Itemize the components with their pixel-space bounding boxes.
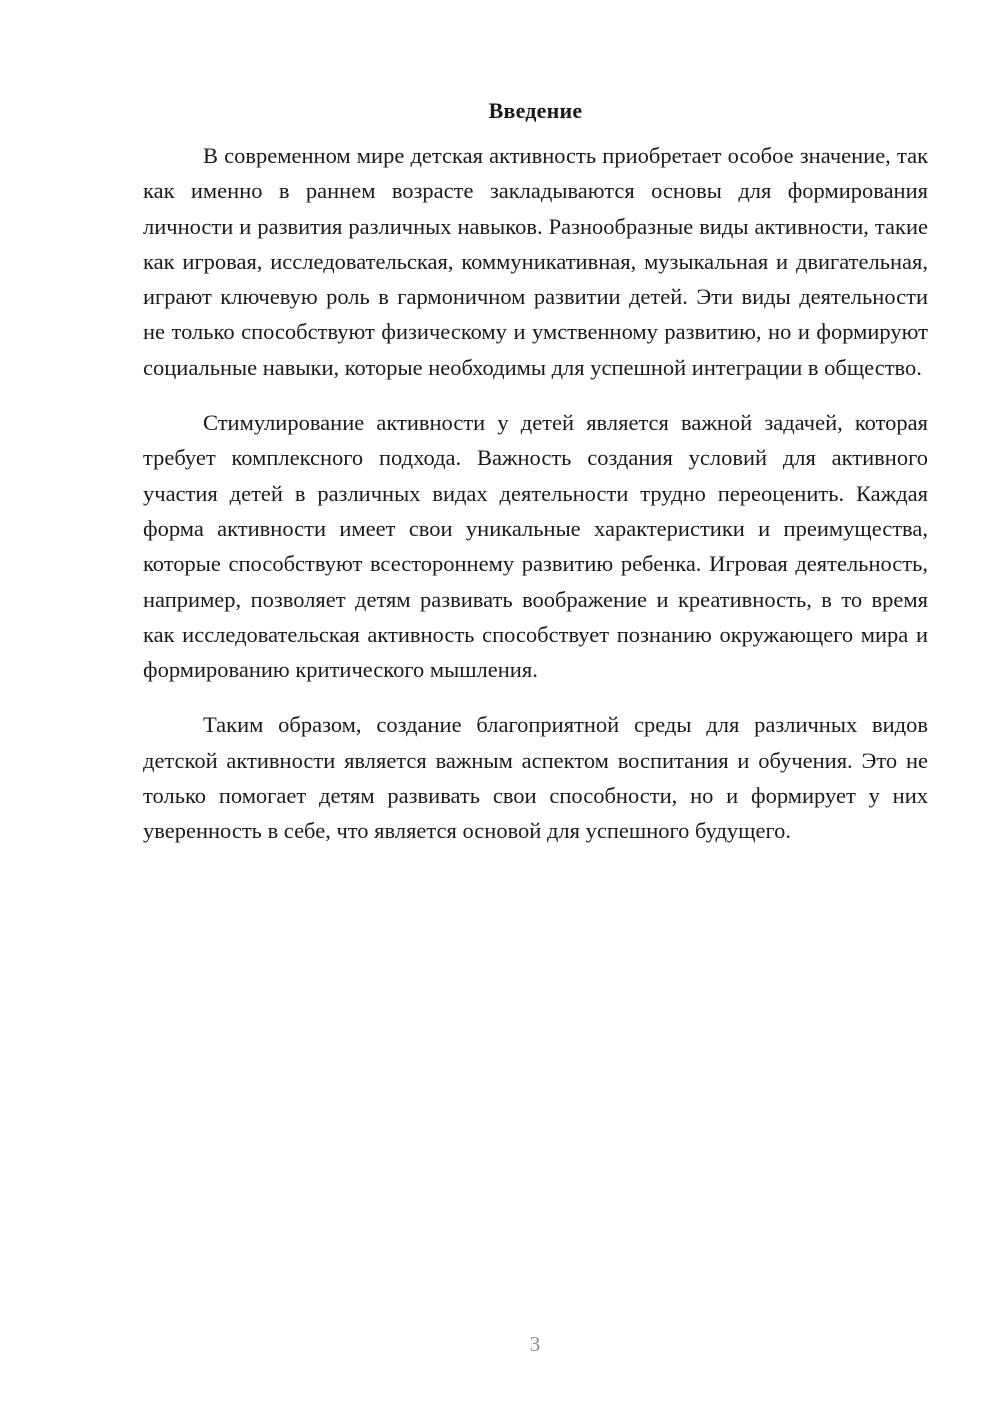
page-content	[143, 90, 928, 869]
paragraph-2: Стимулирование активности у детей является важной задачей, которая требует комплексного подхода. Важность создания условий для активного участия детей в различных видах деятельности трудно переоценить. Каждая форма активности имеет свои уникальные характеристики и преимущества, которые способствуют всестороннему развитию ребенка. Игровая деятельность, например, позволяет детям развивать воображение и креативность, в то время как исследовательская активность способствует познанию окружающего мира и формированию критического мышления.	[143, 410, 928, 683]
page-number: 3	[529, 1332, 541, 1356]
paragraph-1: В современном мире детская активность приобретает особое значение, так как именно в раннем возрасте закладываются основы для формирования личности и развития различных навыков. Разнообразные виды активности, такие как игровая, исследовательская, коммуникативная, музыкальная и двигательная, играют ключевую роль в гармоничном развитии детей. Эти виды деятельности не только способствуют физическому и умственному развитию, но и формируют социальные навыки, которые необходимы для успешной интеграции в общество.	[143, 143, 928, 380]
section-title: Введение	[488, 98, 583, 123]
paragraph-3: Таким образом, создание благоприятной среды для различных видов детской активности является важным аспектом воспитания и обучения. Это не только помогает детям развивать свои способности, но и формирует у них уверенность в себе, что является основой для успешного будущего.	[143, 712, 928, 844]
